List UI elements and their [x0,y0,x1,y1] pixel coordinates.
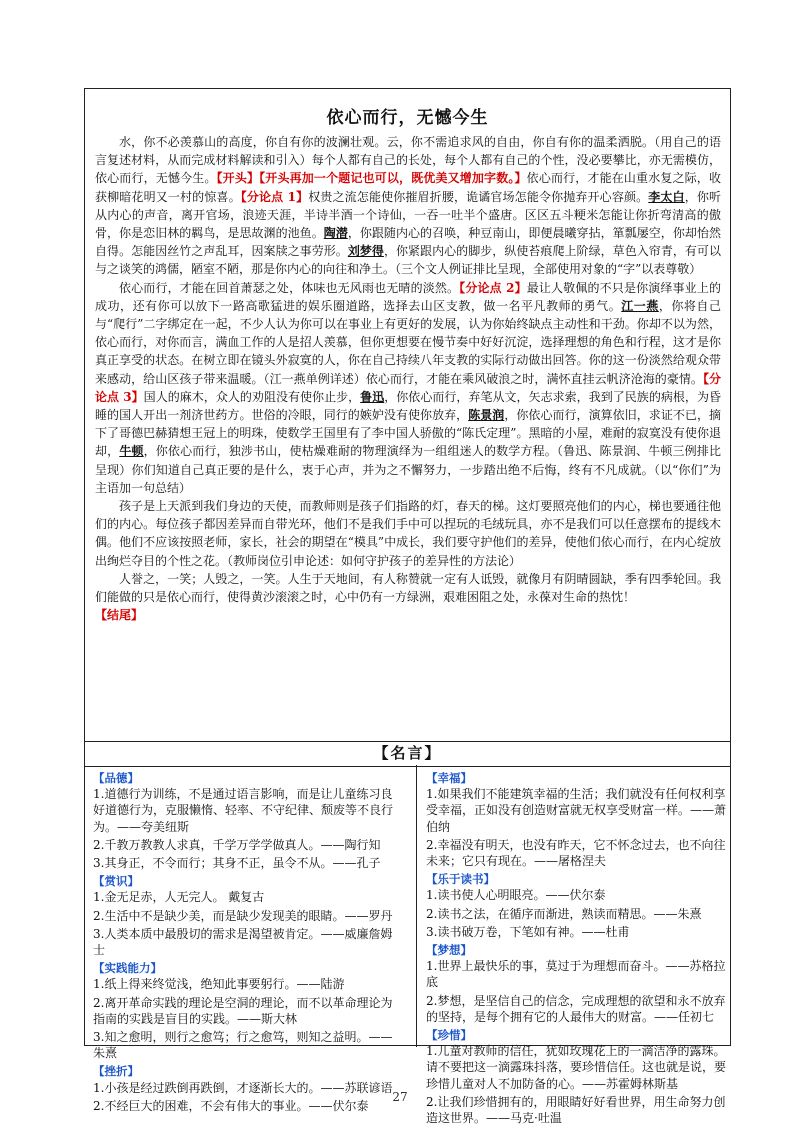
quote-item: 1.如果我们不能建筑幸福的生活；我们就没有任何权利享受幸福，正如没有创造财富就无权享受财富一样。——萧伯纳 [426,787,727,834]
quote-category: 【梦想】 [426,943,472,958]
tag-ending: 【结尾】 [95,608,144,623]
quote-item: 2.生活中不是缺少美，而是缺少发现美的眼睛。——罗丹 [93,908,393,923]
essay-text: ，你依心而行，弃笔从文，矢志求索，我到了民族的病根，为昏睡的国人开出一剂济世药方。世俗的冷眼，同行的嫉妒没有使你放弃， [95,389,721,423]
person-name: 江一燕 [621,298,659,313]
quote-item: 1.小孩是经过跌倒再跌倒，才逐渐长大的。——苏联谚语 [93,1080,393,1095]
person-name: 牛顿 [119,444,144,459]
quote-item: 1.儿童对教师的信任，犹如玫瑰花上的一滴洁净的露珠。请不要把这一滴露珠抖落，要珍惜信任。这也就是说，要珍惜儿童对人不加防备的心。——苏霍姆林斯基 [426,1044,727,1091]
essay-text: 依心而行，才能在回首萧瑟之处，体味也无风雨也无晴的淡然。 [119,280,460,295]
quote-item: 3.其身正，不令而行；其身不正，虽令不从。——孔子 [93,856,381,871]
quote-item: 1.纸上得来终觉浅，绝知此事要躬行。——陆游 [93,977,345,992]
essay-paragraph-2 [95,279,721,497]
column-divider [416,765,417,1047]
person-name: 鲁迅 [360,389,385,404]
essay-text: ，你将自己与“爬行”二字绑定在一起，不少人认为你可以在事业上有更好的发展，认为你始终缺点主动性和干劲。你却不以为然，依心而行，对你而言，满血工作的人是招人羡慕，但你更想要在慢节奏中好好沉淀，选择理想的角色和行程，这才是你真正享受的状态。在树立即在镜头外寂寞的人，你在自己持续八年支教的实际行动做出回答。你的这一份淡然给观众带来感动，给山区孩子带来温暖。（江一燕单例详述）依心而行，才能在乘风破浪之时，满怀直挂云帆济沧海的豪情。 [95,298,721,386]
essay-paragraph-3: 孩子是上天派到我们身边的天使，而教师则是孩子们指路的灯，春天的梯。这灯要照亮他们的内心，梯也要通往他们的内心。每位孩子都因差异而自带光环，他们不是我们手中可以捏玩的毛绒玩具，亦不是我们可以任意摆布的提线木偶。他们不应该按照老师，家长，社会的期望在“模具”中成长，我们要守护他们的差异，使他们依心而行，在内心绽放出绚烂夺目的个性之花。（教师岗位引申论述：如何守护孩子的差异性的方法论） [95,499,721,568]
essay-text: 国人的麻木，众人的劝阻没有使你止步， [143,389,361,404]
quote-item: 2.幸福没有明天，也没有昨天，它不怀念过去，也不向往未来；它只有现在。——屠格涅夫 [426,837,726,869]
quote-item: 2.不经巨大的困难，不会有伟大的事业。——伏尔泰 [93,1098,369,1113]
essay-paragraph-4: 人誉之，一笑；人毁之，一笑。人生于天地间，有人称赞就一定有人诋毁，就像月有阴晴圆缺，季有四季轮回。我们能做的只是依心而行，使得黄沙滚滚之时，心中仍有一方绿洲，艰难困阻之处，永葆对生命的热忱！ [95,571,721,605]
page-number: 27 [392,1090,408,1104]
quote-category: 【实践能力】 [93,961,162,976]
quote-category: 【珍惜】 [426,1028,472,1043]
quote-item: 2.读书之法，在循序而渐进，熟读而精思。——朱熹 [426,906,702,921]
tag-argument-2: 【分论点 2】 [459,280,527,295]
quote-item: 3.人类本质中最殷切的需求是渴望被肯定。——威廉詹姆士 [93,926,393,958]
essay-text: 权贵之流怎能使你摧眉折腰，诡谲官场怎能令你抛弃开心容颜。 [308,189,649,204]
quote-item: 2.让我们珍惜拥有的，用眼睛好好看世界，用生命努力创造这世界。——马克·吐温 [426,1094,726,1126]
quote-item: 2.梦想，是坚信自己的信念，完成理想的欲望和永不放弃的坚持，是每个拥有它的人最伟大的财富。——任初七 [426,993,726,1024]
quote-item: 2.千教万教教人求真，千学万学学做真人。——陶行知 [93,837,381,852]
quote-item: 1.道德行为训练，不是通过语言影响，而是让儿童练习良好道德行为，克服懒惰、轻率、不守纪律、颓废等不良行为。——夸美纽斯 [93,787,394,834]
quote-item: 3.读书破万卷，下笔如有神。——杜甫 [426,924,630,939]
quote-category: 【挫折】 [93,1064,139,1079]
essay-text: ，你紧跟内心的脚步，纵使苔痕爬上阶绿，草色入帘青，有可以与之谈笑的鸿儒，陋室不陋，那是你内心的向往和净土。（三个文人例证排比呈现，全部使用对象的“字”以表尊敬） [95,244,721,277]
quote-category: 【幸福】 [426,771,472,785]
quote-category: 【乐于读书】 [426,872,495,887]
tag-opening: 【开头】 [216,171,260,186]
person-name: 李太白 [648,189,685,204]
essay-body [95,133,721,624]
quotes-right-column [426,769,726,1128]
quote-item: 1.金无足赤，人无完人。 戴复古 [93,890,265,905]
quote-category: 【赏识】 [93,874,139,889]
quote-item: 3.知之愈明，则行之愈笃；行之愈笃，则知之益明。——朱熹 [93,1030,393,1061]
essay-title: 依心而行，无憾今生 [326,108,489,128]
essay-text: ，你依心而行，演算依旧，求证不已，摘下了哥德巴赫猜想王冠上的明珠，使数学王国里有了李中国人骄傲的“陈氏定理”。黑暗的小屋，难耐的寂寞没有使你退却， [95,408,721,459]
essay-text: ，你依心而行，独涉书山，使枯燥难耐的物理演绎为一组组迷人的数学方程。（鲁迅、陈景润、牛顿三例排比呈现）你们知道自己真正要的是什么，衷于心声，并为之不懈努力，一步踏出绝不后悔，终有不凡成就。（以“你们”为主语加一句总结） [95,444,721,495]
essay-text: 水，你不必羡慕山的高度，你自有你的波澜壮观。云，你不需追求风的自由，你自有你的温柔洒脱。（用自己的语言复述材料，从而完成材料解读和引入）每个人都有自己的长处，每个人都有自己的个性，没必要攀比，亦无需模仿，依心而行，无憾今生。 [95,135,721,186]
quote-item: 1.读书使人心明眼亮。——伏尔泰 [426,888,606,903]
essay-text: 最让人敬佩的不只是你演绎事业上的成功，还有你可以放下一路高歌猛进的娱乐圈道路，选择去山区支教，做一名平凡教师的勇气。 [95,280,721,313]
essay-paragraph-1 [95,133,721,279]
quote-item: 1.世界上最快乐的事，莫过于为理想而奋斗。——苏格拉底 [426,959,726,990]
person-name: 陈景润 [468,408,505,423]
quotes-left-column [93,769,403,1116]
person-name: 刘梦得 [347,244,384,259]
essay-paragraph-5 [95,606,721,624]
quote-category: 【品德】 [93,771,139,785]
quotes-header: 【名言】 [85,741,730,767]
essay-text: 依心而行，才能在山重水复之际，收获柳暗花明又一村的惊喜。 [95,171,721,204]
essay-text: ，你跟随内心的召唤，种豆南山，即便晨曦穿拈，箪瓢屡空，你却怡然自得。怎能因丝竹之声乱耳，因案牍之事劳形。 [95,226,721,259]
note-opening: 【开头再加一个题记也可以，既优美又增加字数。】 [259,171,527,186]
essay-text: ，你听从内心的声音，离开官场，浪迹天涯，半诗半酒一个诗仙，一吞一吐半个盛唐。区区五斗粳米怎能让你折弯清高的傲骨，你是恋旧林的羁鸟，是思故渊的池鱼。 [95,189,721,241]
tag-argument-3: 【分论点 3】 [95,371,721,404]
tag-argument-1: 【分论点 1】 [240,189,309,204]
person-name: 陶潜 [323,226,348,241]
quote-item: 2.离开革命实践的理论是空洞的理论，而不以革命理论为指南的实践是盲目的实践。——斯大林 [93,995,393,1026]
